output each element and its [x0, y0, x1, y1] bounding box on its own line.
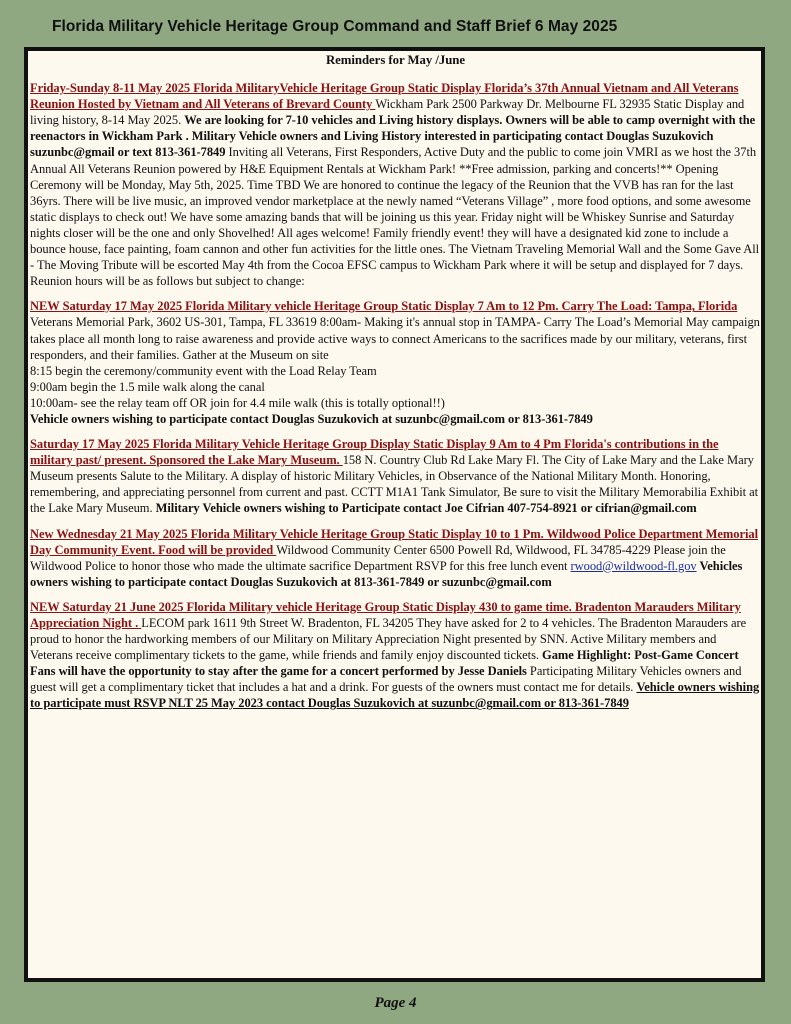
event-heading: Friday-Sunday 8-11 May 2025 Florida MilitaryVehicle Heritage Group Static Display Florida’s 37th Annual Vietnam and All Veterans Reunion Hosted by Vietnam and All Veterans of Brevard County: [30, 81, 739, 112]
event-description: Participating Military Vehicles owners and guest will get a complimentary ticket that includes a hat and a drink. For guests of the owners must contact me for details.: [30, 664, 742, 695]
event-contact: Military Vehicle owners wishing to Participate contact Joe Cifrian 407-754-8921 or cifrian@gmail.com: [155, 501, 697, 516]
event-heading: Saturday 17 May 2025 Florida Military Vehicle Heritage Group Display Static Display 9 Am to 4 Pm Florida's contributions in the military past/ present. Sponsored the Lake Mary Museum.: [30, 437, 719, 468]
event-heading: NEW Saturday 17 May 2025 Florida Military vehicle Heritage Group Static Display 7 Am to 12 Pm. Carry The Load: Tampa, Florida: [30, 299, 738, 314]
event-item-vietnam-reunion: [30, 80, 761, 289]
event-item-lake-mary: [30, 436, 761, 516]
event-item-wildwood: [30, 526, 761, 590]
event-text: 158 N. Country Club Rd Lake Mary Fl. The City of Lake Mary and the Lake Mary Museum presents Salute to the Military. A display of historic Military Vehicles, in Observance of the National Military Month. Honoring, remembering, and appreciating personnel from current and past. CCTT M1A1 Tank Simulator, Be sure to visit the Military Memorabilia Exhibit at the Lake Mary Museum.: [30, 453, 759, 516]
event-item-carry-the-load: [30, 298, 761, 427]
event-text: LECOM park 1611 9th Street W. Bradenton, FL 34205 They have asked for 2 to 4 vehicles. The Bradenton Marauders are proud to honor the hardworking members of our Military on Military Appreciation Night presented by SNN. Active Military members and Veterans receive complimentary tickets to the game, while friends and family enjoy discounted tickets.: [30, 616, 747, 663]
event-text: Wildwood Community Center 6500 Powell Rd, Wildwood, FL 34785-4229 Please join the Wildwood Police to honor those who made the ultimate sacrifice Department RSVP for this free lunch event: [30, 542, 726, 573]
content-area: [30, 52, 761, 721]
schedule-line: 8:15 begin the ceremony/community event with the Load Relay Team: [30, 363, 377, 378]
event-description: Inviting all Veterans, First Responders, Active Duty and the public to come join VMRI as we host the 37th Annual All Veterans Reunion powered by H&E Equipment Rentals at Wickham Park! **Free admission, parking and concerts!** Opening Ceremony will be Monday, May 5th, 2025. Time TBD We are honored to continue the legacy of the Reunion that the VVB has ran for the last 36yrs. There will be live music, an improved vendor marketplace at the newly named “Veterans Village” , more food options, and some awesome static displays to check out! We have some amazing bands that will be joining us this year. Friday night will be Whiskey Sunrise and Saturday nights closer will be the one and only Shovelhed! All ages welcome! Family friendly event! they will have a designated kid zone to include a bounce house, face painting, foam cannon and other fun activities for the little ones. The Vietnam Traveling Memorial Wall and the Some Gave All - The Moving Tribute will be escorted May 4th from the Cocoa EFSC campus to Wickham Park where it will be setup and displayed for 7 days. Reunion hours will be as follows but subject to change:: [30, 145, 760, 289]
event-contact: Vehicle owners wishing to participate contact Douglas Suzukovich at suzunbc@gmail.com or 813-361-7849: [30, 411, 593, 426]
page-title: Florida Military Vehicle Heritage Group Command and Staff Brief 6 May 2025: [52, 18, 618, 35]
event-contact: Vehicle owners wishing to participate must RSVP NLT 25 May 2023 contact Douglas Suzukovich at suzunbc@gmail.com or 813-361-7849: [30, 680, 760, 711]
section-subtitle: Reminders for May /June: [325, 53, 465, 67]
schedule-line: 9:00am begin the 1.5 mile walk along the canal: [30, 379, 265, 394]
event-item-bradenton: [30, 599, 761, 712]
event-heading: New Wednesday 21 May 2025 Florida Military Vehicle Heritage Group Static Display 10 to 1 Pm. Wildwood Police Department Memorial Day Community Event. Food will be provided: [30, 526, 759, 557]
event-highlight: Game Highlight: Post-Game Concert Fans will have the opportunity to stay after the game for a concert performed by Jesse Daniels: [30, 648, 739, 679]
event-heading: NEW Saturday 21 June 2025 Florida Military vehicle Heritage Group Static Display 430 to game time. Bradenton Marauders Military Appreciation Night .: [30, 599, 741, 630]
email-link[interactable]: rwood@wildwood-fl.gov: [570, 558, 697, 573]
event-contact: Vehicles owners wishing to participate contact Douglas Suzukovich at 813-361-7849 or suzunbc@gmail.com: [30, 558, 743, 589]
event-text: Wickham Park 2500 Parkway Dr. Melbourne FL 32935 Static Display and living history, 8-14 May 2025.: [30, 97, 745, 128]
event-contact: We are looking for 7-10 vehicles and Living history displays. Owners will be able to camp overnight with the reenactors in Wickham Park . Military Vehicle owners and Living History interested in participating contact Douglas Suzukovich suzunbc@gmail or text 813-361-7849: [30, 113, 756, 160]
event-text: Veterans Memorial Park, 3602 US-301, Tampa, FL 33619 8:00am- Making it's annual stop in TAMPA- Carry The Load’s Memorial May campaign takes place all month long to raise awareness and provide active ways to connect Americans to the sacrifices made by our military, veterans, first responders, and their families. Gather at the Museum on site: [30, 315, 760, 362]
page-number: Page 4: [374, 995, 417, 1011]
schedule-line: 10:00am- see the relay team off OR join for 4.4 mile walk (this is totally optional!!): [30, 395, 445, 410]
